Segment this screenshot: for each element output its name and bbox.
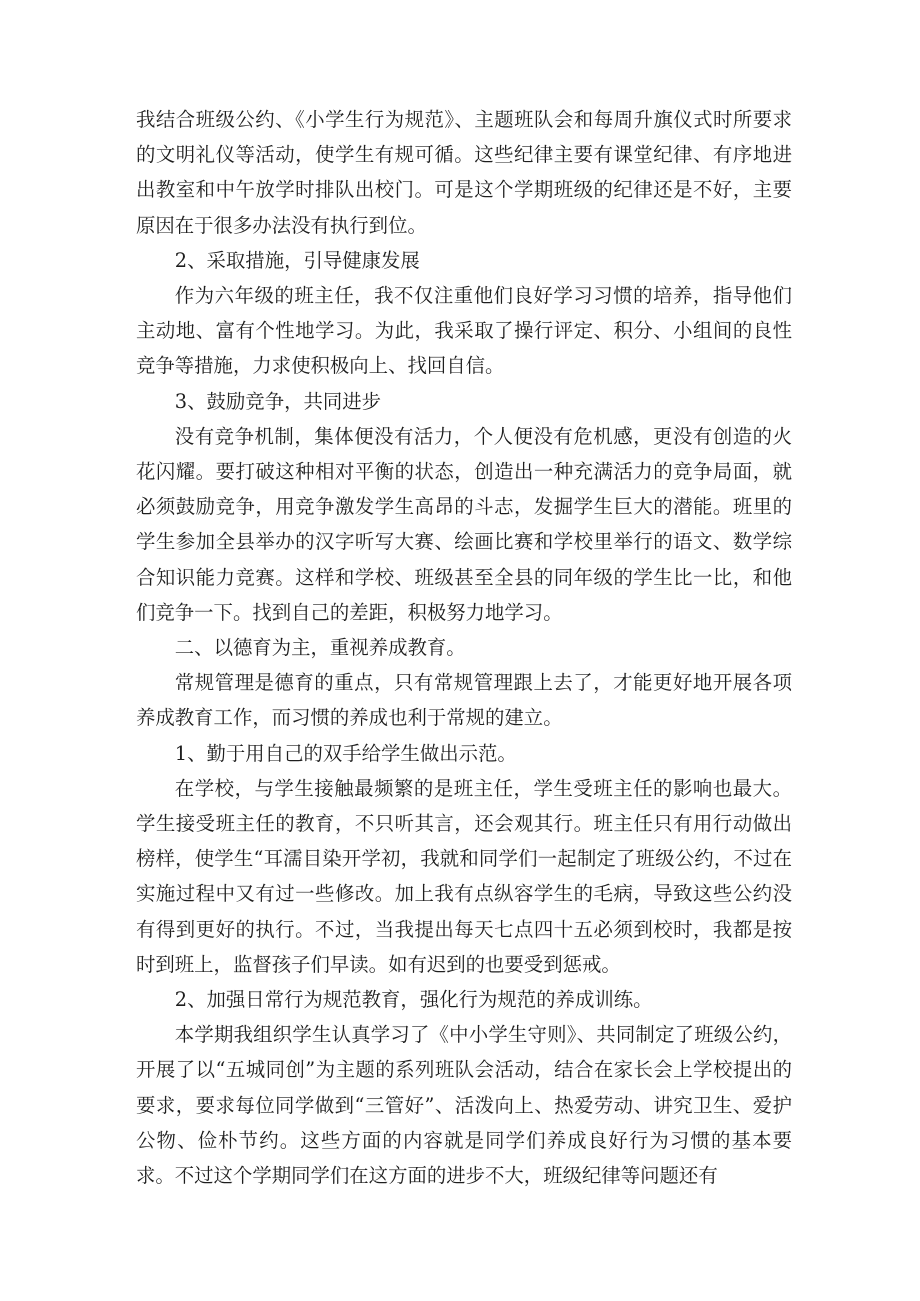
heading-take-measures: 2、采取措施，引导健康发展 xyxy=(174,248,420,272)
heading-set-example: 1、勤于用自己的双手给学生做出示范。 xyxy=(174,741,517,765)
paragraph-competition-mechanism: 没有竞争机制，集体便没有活力，个人便没有危机感，更没有创造的火花闪耀。要打破这种相对平衡的状态，创造出一种充满活力的竞争局面，就必须鼓励竞争，用竞争激发学生高昂的斗志，发掘学生巨大的潜能。班里的学生参加全县举办的汉字听写大赛、绘画比赛和学校里举行的语文、数学综合知识能力竞赛。这样和学校、班级甚至全县的同年级的学生比一比，和他们竞争一下。找到自己的差距，积极努力地学习。 xyxy=(136,424,792,624)
paragraph-class-rules: 我结合班级公约、《小学生行为规范》、主题班队会和每周升旗仪式时所要求的文明礼仪等活动，使学生有规可循。这些纪律主要有课堂纪律、有序地进出教室和中午放学时排队出校门。可是这个学期班级的纪律还是不好，主要原因在于很多办法没有执行到位。 xyxy=(136,108,792,237)
heading-behavior-norms: 2、加强日常行为规范教育，强化行为规范的养成训练。 xyxy=(174,988,653,1012)
document-body xyxy=(136,102,792,1193)
heading-encourage-competition: 3、鼓励竞争，共同进步 xyxy=(174,389,382,413)
paragraph-routine-management: 常规管理是德育的重点，只有常规管理跟上去了，才能更好地开展各项养成教育工作，而习惯的养成也利于常规的建立。 xyxy=(136,671,792,730)
paragraph-teacher-example: 在学校，与学生接触最频繁的是班主任，学生受班主任的影响也最大。学生接受班主任的教育，不只听其言，还会观其行。班主任只有用行动做出榜样，使学生“耳濡目染开学初，我就和同学们一起制定了班级公约，不过在实施过程中又有过一些修改。加上我有点纵容学生的毛病，导致这些公约没有得到更好的执行。不过，当我提出每天七点四十五必须到校时，我都是按时到班上，监督孩子们早读。如有迟到的也要受到惩戒。 xyxy=(136,776,792,976)
paragraph-student-code: 本学期我组织学生认真学习了《中小学生守则》、共同制定了班级公约，开展了以“五城同创”为主题的系列班队会活动，结合在家长会上学校提出的要求，要求每位同学做到“三管好”、活泼向上、热爱劳动、讲究卫生、爱护公物、俭朴节约。这些方面的内容就是同学们养成良好行为习惯的基本要求。不过这个学期同学们在这方面的进步不大，班级纪律等问题还有 xyxy=(136,1023,792,1188)
heading-moral-education: 二、以德育为主，重视养成教育。 xyxy=(174,636,466,660)
paragraph-sixth-grade-teacher: 作为六年级的班主任，我不仅注重他们良好学习习惯的培养，指导他们主动地、富有个性地学习。为此，我采取了操行评定、积分、小组间的良性竞争等措施，力求使积极向上、找回自信。 xyxy=(136,284,792,378)
